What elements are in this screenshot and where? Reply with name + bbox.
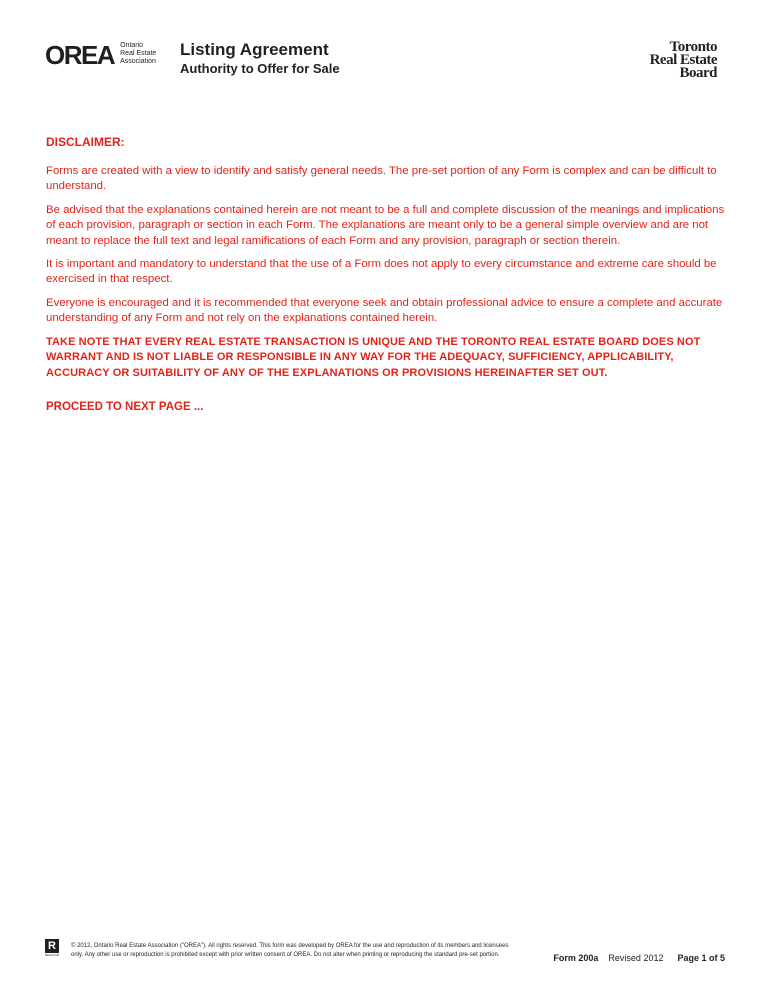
disclaimer-paragraph-1: Forms are created with a view to identify and satisfy general needs. The pre-set portion of any Form is complex and can be difficult to understand. xyxy=(46,165,717,193)
copyright-line: © 2012, Ontario Real Estate Association ("OREA"). All rights reserved. This form was developed by OREA for the use and reproduction of its members and licensees xyxy=(71,943,509,949)
orea-logo xyxy=(45,42,156,68)
form-meta xyxy=(553,953,725,964)
orea-logo-line: Association xyxy=(120,58,156,65)
orea-logo-text xyxy=(120,42,156,66)
form-number: Form 200a xyxy=(553,953,599,963)
realtor-text: REALTOR xyxy=(45,953,59,957)
orea-logo-mark: OREA xyxy=(45,40,115,70)
disclaimer-paragraph-2: Be advised that the explanations contained herein are not meant to be a full and complete discussion of the meanings and implications of each provision, paragraph or section in each Form. The explanations are meant only to be a general simple overview and are not meant to replace the full text and legal ramifications of each Form and any provision, paragraph or section therein. xyxy=(46,203,725,247)
disclaimer-section xyxy=(46,134,726,415)
realtor-icon xyxy=(45,939,61,959)
disclaimer-paragraph-4: Everyone is encouraged and it is recommended that everyone seek and obtain professional advice to ensure a complete and accurate understanding of any Form and not rely on the explanations contained herein. xyxy=(46,296,723,325)
toronto-real-estate-board-logo xyxy=(650,41,717,80)
board-logo-line: Board xyxy=(679,65,717,81)
orea-logo-line: Ontario xyxy=(120,42,144,49)
form-title-block xyxy=(180,40,340,78)
copyright-line: only. Any other use or reproduction is prohibited except with prior written consent of OREA. Do not alter when printing or reproducing the standard pre-set portion. xyxy=(71,952,500,958)
disclaimer-paragraph-3: It is important and mandatory to understand that the use of a Form does not apply to every circumstance and extreme care should be exercised in that respect. xyxy=(46,258,717,286)
copyright-notice xyxy=(71,942,571,960)
revised-date: Revised 2012 xyxy=(608,953,664,963)
disclaimer-heading: DISCLAIMER: xyxy=(46,135,125,149)
page-footer xyxy=(45,936,725,966)
realtor-mark: R xyxy=(45,939,59,953)
page-header xyxy=(0,0,768,110)
proceed-to-next-page: PROCEED TO NEXT PAGE ... xyxy=(46,401,204,414)
board-logo-line: Toronto xyxy=(669,39,717,55)
take-note-notice: TAKE NOTE THAT EVERY REAL ESTATE TRANSACTION IS UNIQUE AND THE TORONTO REAL ESTATE BOARD DOES NOT WARRANT AND IS NOT LIABLE OR RESPONSIBLE IN ANY WAY FOR THE ADEQUACY, SUFFICIENCY, APPLICABILITY, ACCURACY OR SUITABILITY OF ANY OF THE EXPLANATIONS OR PROVISIONS HEREINAFTER SET OUT. xyxy=(46,335,701,379)
orea-logo-line: Real Estate xyxy=(120,50,157,57)
page-subtitle: Authority to Offer for Sale xyxy=(180,61,340,76)
page-number: Page 1 of 5 xyxy=(677,953,725,963)
board-logo-line: Real Estate xyxy=(649,52,717,68)
page-title: Listing Agreement xyxy=(180,40,329,59)
